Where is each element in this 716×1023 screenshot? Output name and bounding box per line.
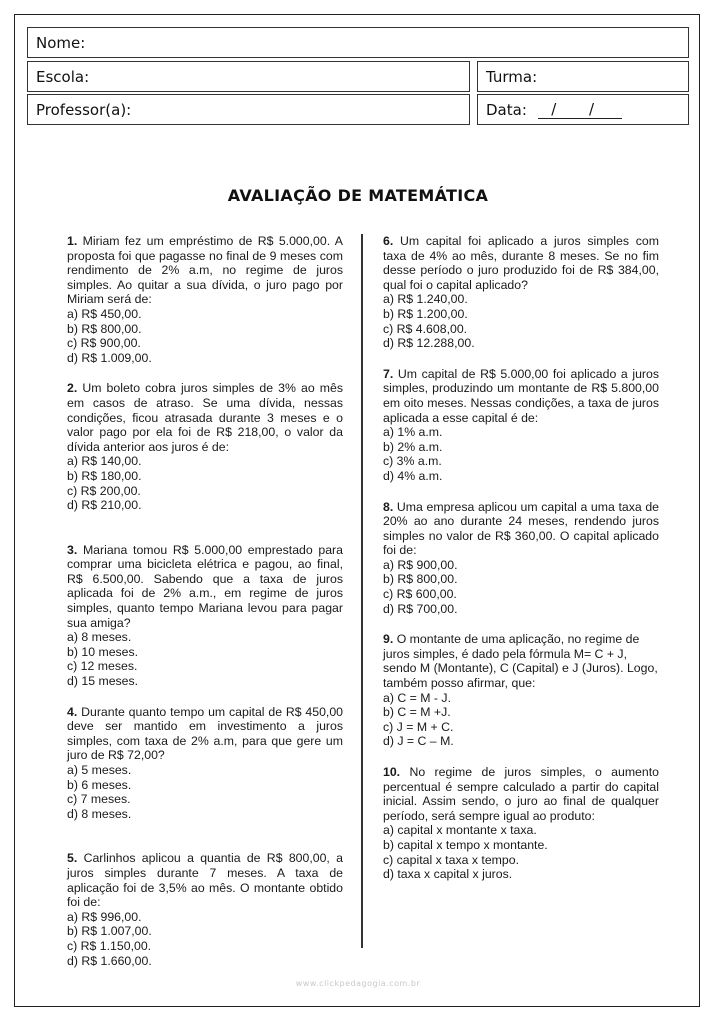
class-field[interactable] — [477, 61, 689, 92]
option-d[interactable]: d) 15 meses. — [67, 674, 139, 689]
school-label: Escola: — [36, 68, 90, 86]
question-number: 7. — [383, 366, 394, 381]
question-number: 8. — [383, 499, 394, 514]
option-d[interactable]: d) R$ 1.660,00. — [67, 953, 152, 968]
question-text — [67, 851, 343, 909]
date-blank: / / — [538, 100, 622, 119]
question-10 — [383, 765, 659, 882]
question-text — [67, 234, 343, 307]
option-a[interactable]: a) capital x montante x taxa. — [383, 823, 537, 838]
question-number: 1. — [67, 234, 78, 248]
option-a[interactable]: a) R$ 900,00. — [383, 557, 458, 572]
question-body: Durante quanto tempo um capital de R$ 450,00 deve ser mantido em investimento a juros simples, com taxa de 2% a.m, para que gere um juro de R$ 72,00? — [67, 704, 343, 763]
question-body: No regime de juros simples, o aumento percentual é sempre calculado a partir do capital inicial. Assim sendo, o juro ao final de qualquer período, será sempre igual ao produto: — [383, 765, 659, 823]
question-body: Um capital foi aplicado a juros simples com taxa de 4% ao mês, durante 8 meses. Se no fim desse período o juro produzido foi de R$ 384,00, qual foi o capital aplicado? — [383, 234, 659, 292]
page-title: AVALIAÇÃO DE MATEMÁTICA — [227, 186, 489, 205]
right-column — [383, 234, 659, 882]
option-a[interactable]: a) 1% a.m. — [383, 425, 443, 440]
question-number: 5. — [67, 851, 78, 866]
option-b[interactable]: b) C = M +J. — [383, 705, 451, 720]
option-a[interactable]: a) R$ 140,00. — [67, 454, 142, 469]
question-body: Miriam fez um empréstimo de R$ 5.000,00. A proposta foi que pagasse no final de 9 meses com rendimento de 2% a.m, no regime de juros simples. Ao quitar a sua dívida, o juro pago por Miriam será de: — [67, 234, 343, 307]
option-d[interactable]: d) R$ 210,00. — [67, 498, 142, 513]
option-c[interactable]: c) 12 meses. — [67, 659, 138, 674]
option-d[interactable]: d) J = C – M. — [383, 734, 454, 749]
option-c[interactable]: c) R$ 200,00. — [67, 483, 141, 498]
question-number: 9. — [383, 632, 394, 647]
option-b[interactable]: b) R$ 1.200,00. — [383, 306, 468, 321]
question-3 — [67, 543, 343, 689]
option-c[interactable]: c) J = M + C. — [383, 719, 454, 734]
footer-watermark: www.clickpedagogia.com.br — [295, 979, 421, 988]
question-number: 10. — [383, 765, 401, 779]
option-b[interactable]: b) R$ 800,00. — [67, 321, 142, 336]
question-1 — [67, 234, 343, 365]
left-column — [67, 234, 343, 968]
column-divider — [361, 234, 363, 948]
question-number: 4. — [67, 704, 78, 719]
teacher-field[interactable] — [27, 94, 470, 125]
option-c[interactable]: c) R$ 4.608,00. — [383, 321, 468, 336]
option-a[interactable]: a) 8 meses. — [67, 630, 132, 645]
question-text — [67, 381, 343, 454]
question-text — [383, 367, 659, 425]
option-c[interactable]: c) 3% a.m. — [383, 454, 442, 469]
option-c[interactable]: c) 7 meses. — [67, 792, 131, 807]
option-c[interactable]: c) R$ 900,00. — [67, 336, 141, 351]
question-text — [67, 543, 343, 631]
question-7 — [383, 367, 659, 484]
question-body: Um boleto cobra juros simples de 3% ao mês em casos de atraso. Se uma dívida, nessas condições, ficou atrasada durante 3 meses e o valor pago por ela foi de R$ 218,00, o valor da dívida anterior aos juros é de: — [67, 381, 343, 454]
date-label: Data: — [486, 101, 527, 119]
option-c[interactable]: c) R$ 600,00. — [383, 587, 457, 602]
question-number: 2. — [67, 381, 78, 396]
date-field[interactable] — [477, 94, 689, 125]
option-d[interactable]: d) R$ 12.288,00. — [383, 336, 475, 351]
option-d[interactable]: d) 4% a.m. — [383, 468, 443, 483]
question-text — [67, 705, 343, 763]
option-c[interactable]: c) R$ 1.150,00. — [67, 938, 152, 953]
option-b[interactable]: b) 6 meses. — [67, 777, 132, 792]
question-6 — [383, 234, 659, 351]
name-field[interactable] — [27, 27, 689, 58]
option-b[interactable]: b) 2% a.m. — [383, 439, 443, 454]
question-5 — [67, 851, 343, 968]
question-text — [383, 765, 659, 823]
question-9 — [383, 632, 659, 749]
option-a[interactable]: a) 5 meses. — [67, 763, 132, 777]
option-c[interactable]: c) capital x taxa x tempo. — [383, 852, 520, 867]
question-body: Uma empresa aplicou um capital a uma taxa de 20% ao ano durante 24 meses, rendendo juros simples no valor de R$ 360,00. O capital aplicado foi de: — [383, 499, 660, 558]
option-b[interactable]: b) R$ 1.007,00. — [67, 924, 152, 939]
option-d[interactable]: d) 8 meses. — [67, 806, 132, 821]
name-label: Nome: — [36, 34, 86, 52]
option-a[interactable]: a) R$ 450,00. — [67, 306, 142, 321]
question-number: 6. — [383, 234, 394, 248]
teacher-label: Professor(a): — [36, 101, 132, 119]
school-field[interactable] — [27, 61, 470, 92]
option-a[interactable]: a) C = M - J. — [383, 690, 451, 705]
option-b[interactable]: b) R$ 180,00. — [67, 468, 142, 483]
option-b[interactable]: b) 10 meses. — [67, 644, 139, 659]
question-body: Mariana tomou R$ 5.000,00 emprestado para comprar uma bicicleta elétrica e pagou, ao final, R$ 6.500,00. Sabendo que a taxa de juros aplicada foi de 2% a.m., em regime de juros simples, quanto tempo Mariana levou para pagar sua amiga? — [67, 542, 343, 630]
option-a[interactable]: a) R$ 1.240,00. — [383, 292, 468, 307]
question-body: O montante de uma aplicação, no regime de juros simples, é dado pela fórmula M= C + J, sendo M (Montante), C (Capital) e J (Juros). Logo, também posso afirmar, que: — [383, 632, 658, 691]
question-2 — [67, 381, 343, 512]
question-text — [383, 632, 659, 690]
option-d[interactable]: d) R$ 1.009,00. — [67, 350, 152, 365]
question-8 — [383, 500, 659, 617]
option-b[interactable]: b) R$ 800,00. — [383, 572, 458, 587]
question-text — [383, 234, 659, 292]
question-4 — [67, 705, 343, 822]
option-b[interactable]: b) capital x tempo x montante. — [383, 837, 548, 852]
option-d[interactable]: d) R$ 700,00. — [383, 601, 458, 616]
question-number: 3. — [67, 542, 78, 557]
option-a[interactable]: a) R$ 996,00. — [67, 909, 142, 924]
class-label: Turma: — [486, 68, 538, 86]
question-body: Um capital de R$ 5.000,00 foi aplicado a juros simples, produzindo um montante de R$ 5.800,00 em oito meses. Nessas condições, a taxa de juros aplicada a esse capital é de: — [383, 366, 659, 425]
question-text — [383, 500, 659, 558]
question-body: Carlinhos aplicou a quantia de R$ 800,00, a juros simples durante 7 meses. A taxa de aplicação foi de 3,5% ao mês. O montante obtido foi de: — [67, 851, 343, 910]
option-d[interactable]: d) taxa x capital x juros. — [383, 867, 513, 882]
